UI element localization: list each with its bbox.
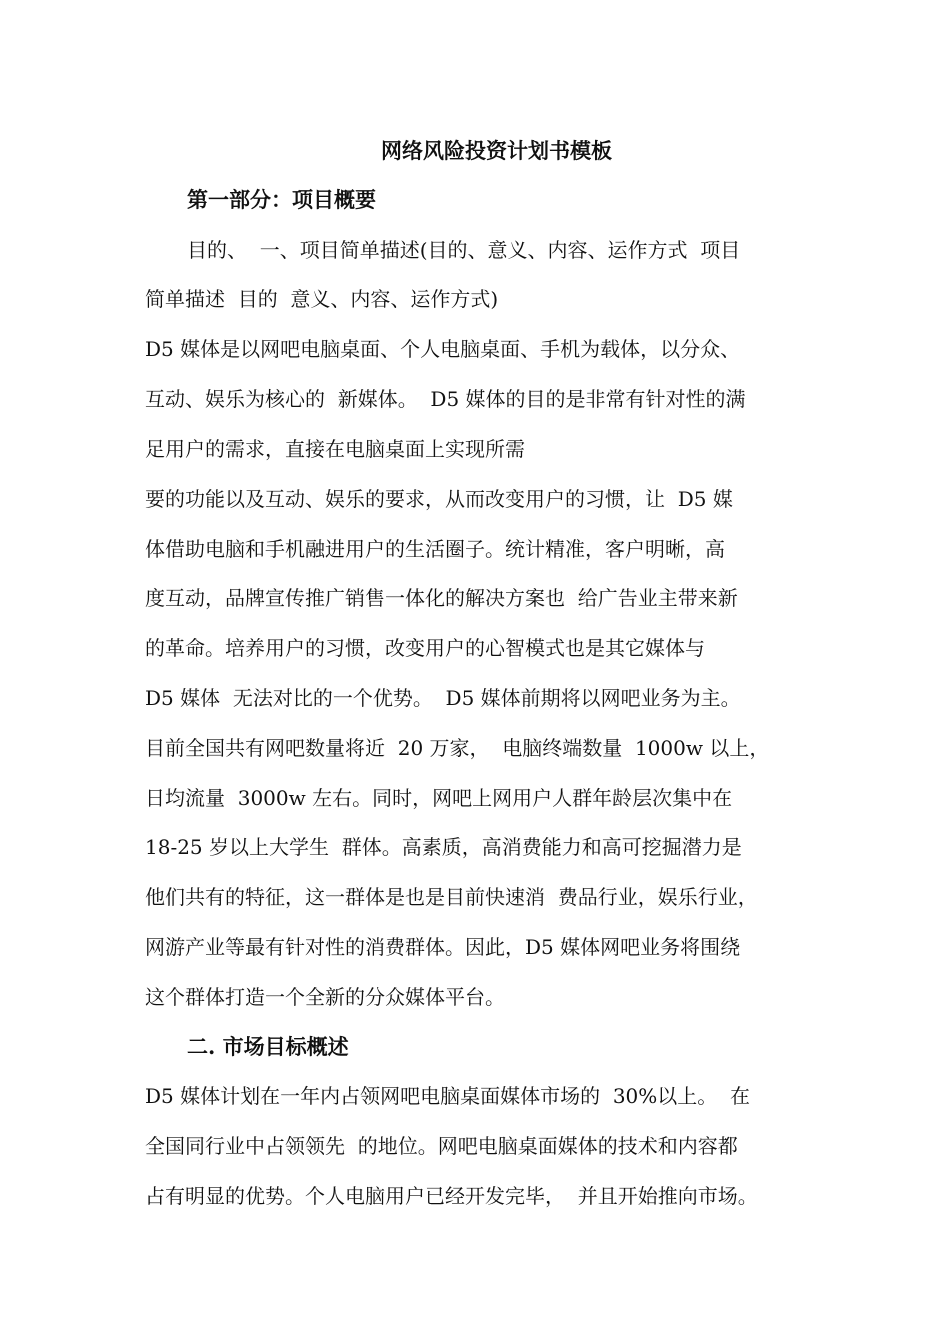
section-2-heading: 二. 市场目标概述 <box>187 1034 349 1059</box>
paragraph-line: 体借助电脑和手机融进用户的生活圈子。统计精准，客户明晰，高 <box>145 537 725 561</box>
paragraph-line: D5 媒体 无法对比的一个优势。 D5 媒体前期将以网吧业务为主。 <box>145 686 741 710</box>
paragraph-line: 的革命。培养用户的习惯，改变用户的心智模式也是其它媒体与 <box>145 636 705 660</box>
section-1-heading: 第一部分：项目概要 <box>187 187 376 212</box>
paragraph-line: 占有明显的优势。个人电脑用户已经开发完毕， 并且开始推向市场。 <box>145 1184 758 1208</box>
paragraph-line: 他们共有的特征，这一群体是也是目前快速消 费品行业，娱乐行业， <box>145 885 758 909</box>
paragraph-line: 网游产业等最有针对性的消费群体。因此，D5 媒体网吧业务将围绕 <box>145 935 741 959</box>
document-title: 网络风险投资计划书模板 <box>381 138 612 163</box>
paragraph-line: 18-25 岁以上大学生 群体。高素质，高消费能力和高可挖掘潜力是 <box>145 835 742 859</box>
paragraph-line: 日均流量 3000w 左右。同时，网吧上网用户人群年龄层次集中在 <box>145 786 733 810</box>
paragraph-line: D5 媒体是以网吧电脑桌面、个人电脑桌面、手机为载体，以分众、 <box>145 337 741 361</box>
paragraph-line: D5 媒体计划在一年内占领网吧电脑桌面媒体市场的 30%以上。 在 <box>145 1084 750 1108</box>
paragraph-line: 要的功能以及互动、娱乐的要求，从而改变用户的习惯，让 D5 媒 <box>145 487 733 511</box>
paragraph-line: 足用户的需求，直接在电脑桌面上实现所需 <box>145 437 525 461</box>
paragraph-line: 互动、娱乐为核心的 新媒体。 D5 媒体的目的是非常有针对性的满 <box>145 387 746 411</box>
paragraph-line: 度互动，品牌宣传推广销售一体化的解决方案也 给广告业主带来新 <box>145 586 738 610</box>
paragraph-line: 目前全国共有网吧数量将近 20 万家， 电脑终端数量 1000w 以上， <box>145 736 770 760</box>
paragraph-line: 简单描述 目的 意义、内容、运作方式) <box>145 287 499 311</box>
paragraph-line: 全国同行业中占领领先 的地位。网吧电脑桌面媒体的技术和内容都 <box>145 1134 738 1158</box>
paragraph-line: 目的、 一、项目简单描述(目的、意义、内容、运作方式 项目 <box>187 238 741 262</box>
paragraph-line: 这个群体打造一个全新的分众媒体平台。 <box>145 985 505 1009</box>
